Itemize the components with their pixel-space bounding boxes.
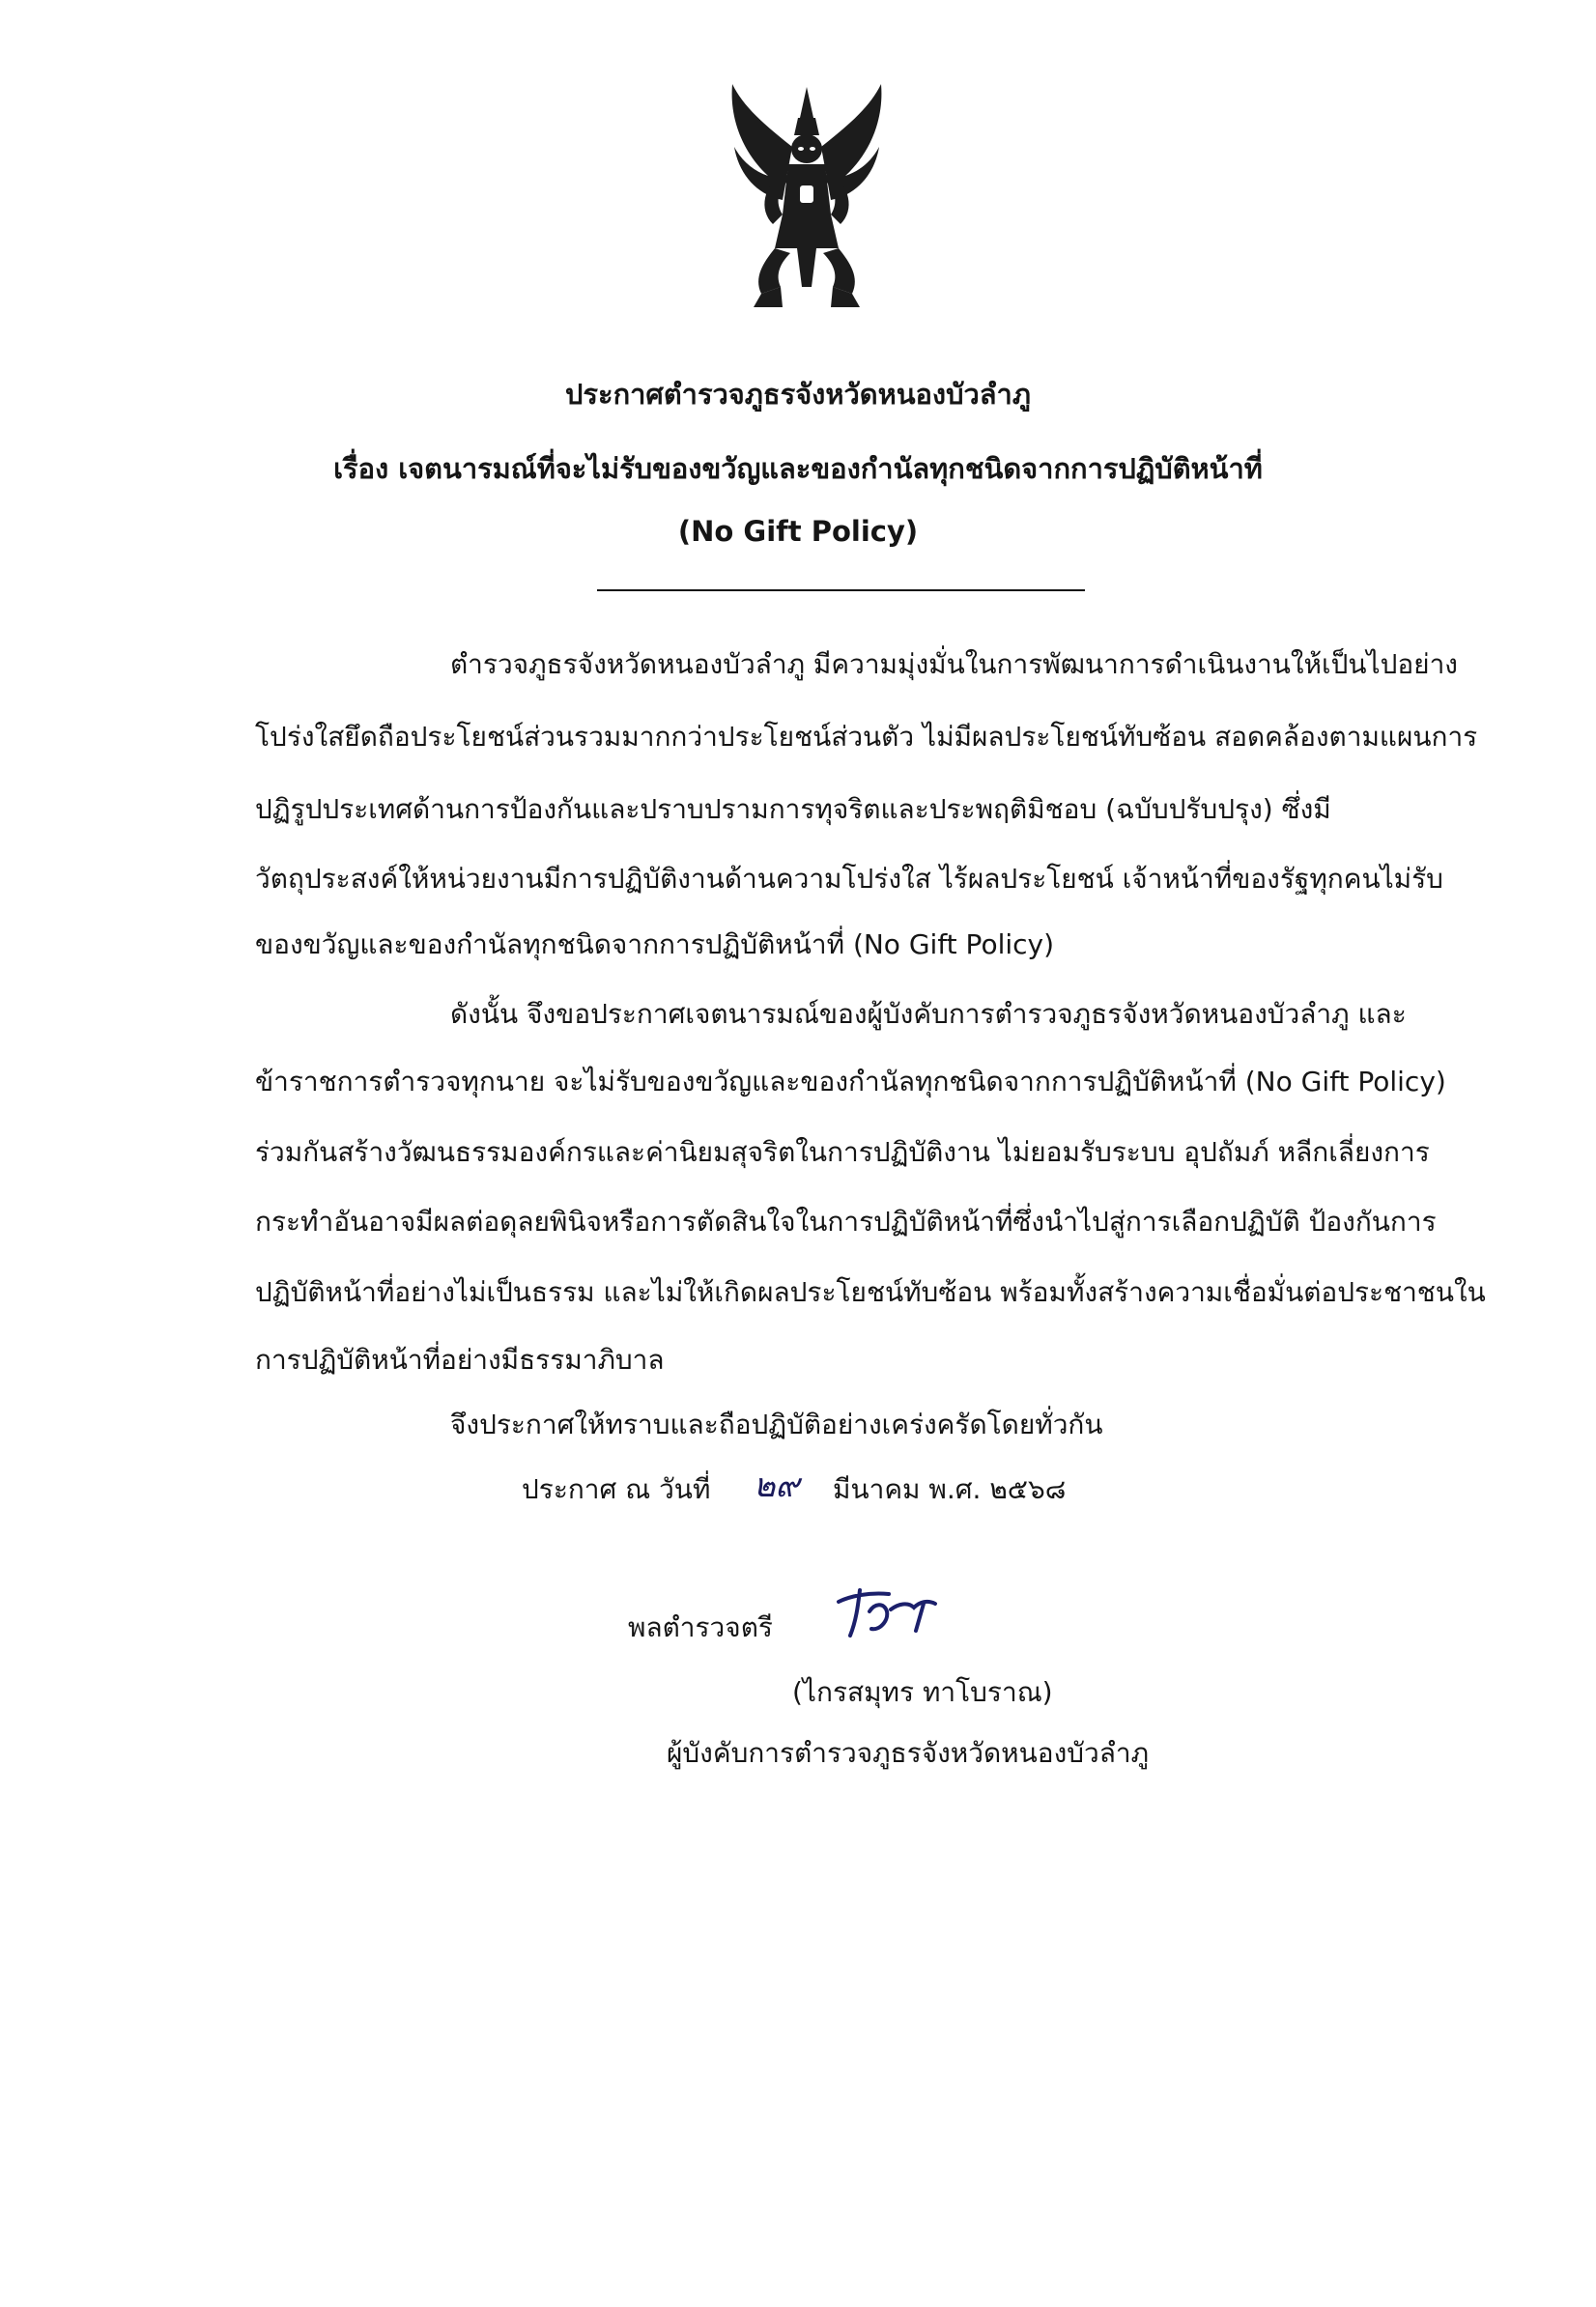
announcement-subject: เรื่อง เจตนารมณ์ที่จะไม่รับของขวัญและของกำนัลทุกชนิดจากการปฏิบัติหน้าที่ [333,452,1263,485]
body-line: วัตถุประสงค์ให้หน่วยงานมีการปฏิบัติงานด้านความโปร่งใส ไร้ผลประโยชน์ เจ้าหน้าที่ของรัฐทุกคนไม่รับ [255,863,1443,895]
body-line: กระทำอันอาจมีผลต่อดุลยพินิจหรือการตัดสินใจในการปฏิบัติหน้าที่ซึ่งนำไปสู่การเลือกปฏิบัติ ป้องกันการ [255,1206,1437,1238]
body-line: การปฏิบัติหน้าที่อย่างมีธรรมาภิบาล [255,1344,665,1376]
signer-name: (ไกรสมุทร ทาโบราณ) [792,1676,1053,1708]
signer-rank: พลตำรวจตรี [628,1611,773,1643]
body-line: ของขวัญและของกำนัลทุกชนิดจากการปฏิบัติหน้าที่ (No Gift Policy) [255,928,1055,960]
date-day: ๒๙ [754,1467,800,1505]
body-line: ปฏิบัติหน้าที่อย่างไม่เป็นธรรม และไม่ให้เกิดผลประโยชน์ทับซ้อน พร้อมทั้งสร้างความเชื่อมั่นต่อประชาชนใน [255,1276,1486,1308]
body-line: จึงประกาศให้ทราบและถือปฏิบัติอย่างเคร่งครัดโดยทั่วกัน [450,1409,1103,1440]
body-line: ปฏิรูปประเทศด้านการป้องกันและปราบปรามการทุจริตและประพฤติมิชอบ (ฉบับปรับปรุง) ซึ่งมี [255,793,1331,825]
announcement-title: ประกาศตำรวจภูธรจังหวัดหนองบัวลำภู [565,378,1031,411]
date-prefix: ประกาศ ณ วันที่ [522,1473,711,1505]
garuda-emblem [725,79,889,311]
body-line: ข้าราชการตำรวจทุกนาย จะไม่รับของขวัญและของกำนัลทุกชนิดจากการปฏิบัติหน้าที่ (No Gift Policy) [255,1066,1446,1097]
body-line: ดังนั้น จึงขอประกาศเจตนารมณ์ของผู้บังคับการตำรวจภูธรจังหวัดหนองบัวลำภู และ [450,998,1407,1030]
title-divider [597,589,1085,591]
handwritten-signature [831,1582,956,1640]
date-month-year: มีนาคม พ.ศ. ๒๕๖๘ [833,1473,1067,1505]
signer-position: ผู้บังคับการตำรวจภูธรจังหวัดหนองบัวลำภู [667,1737,1150,1769]
body-line: ร่วมกันสร้างวัฒนธรรมองค์กรและค่านิยมสุจริตในการปฏิบัติงาน ไม่ยอมรับระบบ อุปถัมภ์ หลีกเลี่ยงการ [255,1136,1430,1168]
body-line: โปร่งใสยึดถือประโยชน์ส่วนรวมมากกว่าประโยชน์ส่วนตัว ไม่มีผลประโยชน์ทับซ้อน สอดคล้องตามแผนการ [255,721,1478,753]
announcement-subtitle: (No Gift Policy) [677,515,919,548]
body-line: ตำรวจภูธรจังหวัดหนองบัวลำภู มีความมุ่งมั่นในการพัฒนาการดำเนินงานให้เป็นไปอย่าง [450,648,1458,680]
